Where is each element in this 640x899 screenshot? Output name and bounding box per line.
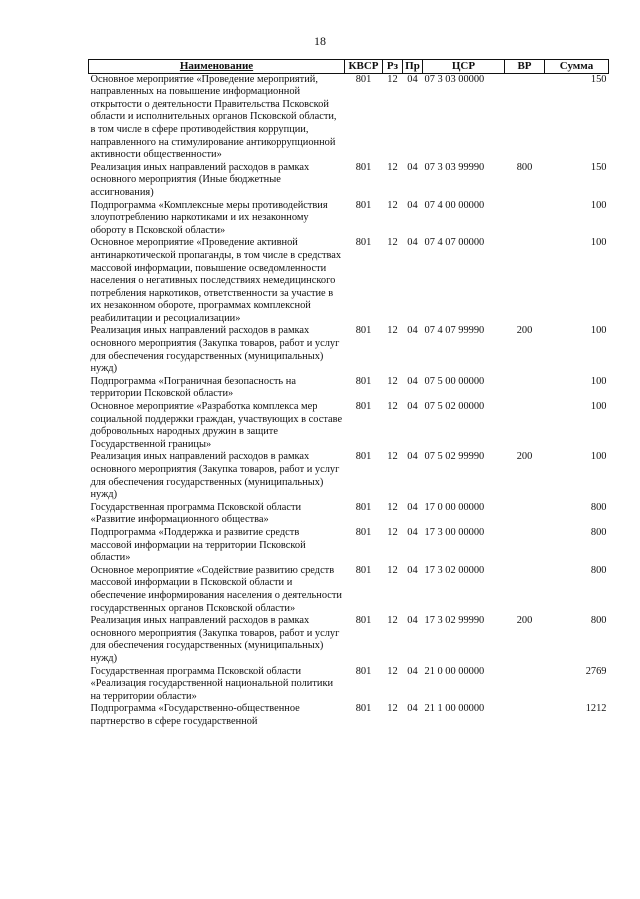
cell-sum: 150 — [590, 161, 607, 173]
cell-name: Основное мероприятие «Проведение мероприятий, направленных на повышение информационной открытости о деятельности Правительства Псковской области и исполнительных органов Псковской области, в том числе в сфере противодействия коррупции, направленного на стимулирование антикоррупционной активности общественности» — [90, 73, 337, 161]
cell-pr: 04 — [407, 401, 418, 413]
cell-csr: 07 5 02 99990 — [424, 451, 485, 463]
cell-vr — [505, 73, 545, 162]
cell-pr: 04 — [407, 161, 418, 173]
cell-kvsr: 801 — [355, 526, 372, 538]
table-header-row — [89, 60, 609, 74]
cell-vr: 200 — [516, 615, 533, 627]
cell-vr — [505, 703, 545, 728]
table-row — [89, 200, 609, 238]
cell-pr: 04 — [407, 615, 418, 627]
cell-name: Реализация иных направлений расходов в рамках основного мероприятия (Иные бюджетные ассигнования) — [90, 161, 310, 198]
cell-kvsr: 801 — [355, 703, 372, 715]
col-header-pr: Пр — [403, 60, 423, 74]
cell-sum: 1212 — [585, 703, 607, 715]
cell-rz: 12 — [387, 375, 398, 387]
cell-csr: 21 0 00 00000 — [424, 665, 485, 677]
cell-kvsr: 801 — [355, 615, 372, 627]
cell-sum: 100 — [590, 199, 607, 211]
cell-kvsr: 801 — [355, 401, 372, 413]
cell-vr: 800 — [516, 161, 533, 173]
cell-rz: 12 — [387, 564, 398, 576]
cell-sum: 2769 — [585, 665, 607, 677]
table-row — [89, 451, 609, 501]
cell-pr: 04 — [407, 526, 418, 538]
cell-name: Подпрограмма «Поддержка и развитие средств массовой информации на территории Псковской области» — [90, 526, 306, 564]
cell-csr: 07 5 02 00000 — [424, 401, 485, 413]
cell-kvsr: 801 — [355, 199, 372, 211]
table-row — [89, 162, 609, 200]
cell-rz: 12 — [387, 237, 398, 249]
cell-pr: 04 — [407, 375, 418, 387]
cell-pr: 04 — [407, 237, 418, 249]
cell-name: Подпрограмма «Пограничная безопасность на территории Псковской области» — [90, 375, 296, 400]
cell-csr: 17 3 02 99990 — [424, 615, 485, 627]
cell-kvsr: 801 — [355, 375, 372, 387]
cell-sum: 800 — [590, 501, 607, 513]
budget-table — [88, 59, 609, 728]
cell-sum: 800 — [590, 526, 607, 538]
table-row — [89, 703, 609, 728]
cell-rz: 12 — [387, 73, 398, 85]
cell-csr: 21 1 00 00000 — [424, 703, 485, 715]
cell-kvsr: 801 — [355, 665, 372, 677]
page-number: 18 — [314, 34, 326, 48]
table-row — [89, 502, 609, 527]
cell-vr: 200 — [516, 451, 533, 463]
cell-rz: 12 — [387, 703, 398, 715]
cell-name: Реализация иных направлений расходов в рамках основного мероприятия (Закупка товаров, работ и услуг для обеспечения государственных (муниципальных) нужд) — [90, 325, 340, 375]
col-header-rz: Рз — [383, 60, 403, 74]
table-row — [89, 565, 609, 615]
cell-name: Подпрограмма «Государственно-общественное партнерство в сфере государственной — [90, 703, 300, 727]
col-header-vr: ВР — [505, 60, 545, 74]
cell-sum: 100 — [590, 237, 607, 249]
cell-vr — [505, 237, 545, 325]
cell-vr — [505, 401, 545, 451]
cell-name: Государственная программа Псковской области «Реализация государственной национальной политики на территории области» — [90, 665, 334, 702]
cell-csr: 07 4 07 00000 — [424, 237, 485, 249]
cell-csr: 17 3 00 00000 — [424, 526, 485, 538]
cell-vr — [505, 502, 545, 527]
cell-kvsr: 801 — [355, 451, 372, 463]
cell-name: Основное мероприятие «Разработка комплекса мер социальной поддержки граждан, участвующих в составе добровольных народных дружин в защите Государственной границы» — [90, 401, 343, 450]
cell-sum: 100 — [590, 401, 607, 413]
cell-csr: 07 3 03 00000 — [424, 73, 485, 85]
table-row — [89, 615, 609, 665]
cell-rz: 12 — [387, 451, 398, 463]
cell-kvsr: 801 — [355, 325, 372, 337]
cell-vr — [505, 565, 545, 615]
cell-vr — [505, 376, 545, 401]
cell-sum: 100 — [590, 375, 607, 387]
cell-pr: 04 — [407, 703, 418, 715]
cell-rz: 12 — [387, 615, 398, 627]
cell-pr: 04 — [407, 325, 418, 337]
cell-rz: 12 — [387, 401, 398, 413]
cell-csr: 07 4 07 99990 — [424, 325, 485, 337]
cell-csr: 07 4 00 00000 — [424, 199, 485, 211]
cell-vr — [505, 200, 545, 238]
cell-kvsr: 801 — [355, 73, 372, 85]
cell-kvsr: 801 — [355, 161, 372, 173]
cell-sum: 800 — [590, 615, 607, 627]
table-body — [89, 73, 609, 728]
cell-pr: 04 — [407, 501, 418, 513]
cell-kvsr: 801 — [355, 501, 372, 513]
cell-name: Основное мероприятие «Проведение активной антинаркотической пропаганды, в том числе в средствах массовой информации, повышение осведомленности населения о негативных последствиях немедицинского потребления наркотиков, ответственности за участие в их незаконном обороте, программах комплексной реабилитации и ресоциализации» — [90, 237, 342, 324]
cell-name: Подпрограмма «Комплексные меры противодействия злоупотреблению наркотиками и их незаконному обороту в Псковской области» — [90, 199, 328, 236]
col-header-kvsr: КВСР — [345, 60, 383, 74]
cell-name: Государственная программа Псковской области «Развитие информационного общества» — [90, 501, 302, 526]
cell-kvsr: 801 — [355, 564, 372, 576]
cell-csr: 07 3 03 99990 — [424, 161, 485, 173]
cell-pr: 04 — [407, 73, 418, 85]
cell-pr: 04 — [407, 564, 418, 576]
cell-sum: 800 — [590, 564, 607, 576]
cell-vr — [505, 666, 545, 704]
cell-rz: 12 — [387, 665, 398, 677]
cell-rz: 12 — [387, 526, 398, 538]
col-header-name: Наименование — [89, 60, 345, 74]
table-row — [89, 73, 609, 162]
table-row — [89, 527, 609, 565]
cell-csr: 17 3 02 00000 — [424, 564, 485, 576]
cell-pr: 04 — [407, 199, 418, 211]
cell-rz: 12 — [387, 501, 398, 513]
cell-pr: 04 — [407, 451, 418, 463]
cell-vr: 200 — [516, 325, 533, 337]
cell-csr: 07 5 00 00000 — [424, 375, 485, 387]
table-row — [89, 401, 609, 451]
cell-pr: 04 — [407, 665, 418, 677]
col-header-sum: Сумма — [545, 60, 609, 74]
table-row — [89, 376, 609, 401]
cell-kvsr: 801 — [355, 237, 372, 249]
col-header-csr: ЦСР — [423, 60, 505, 74]
cell-name: Реализация иных направлений расходов в рамках основного мероприятия (Закупка товаров, работ и услуг для обеспечения государственных (муниципальных) нужд) — [90, 615, 340, 664]
cell-rz: 12 — [387, 325, 398, 337]
cell-csr: 17 0 00 00000 — [424, 501, 485, 513]
table-row — [89, 237, 609, 325]
table-row — [89, 325, 609, 375]
cell-rz: 12 — [387, 161, 398, 173]
cell-sum: 100 — [590, 451, 607, 463]
cell-vr — [505, 527, 545, 565]
cell-sum: 100 — [590, 325, 607, 337]
cell-rz: 12 — [387, 199, 398, 211]
cell-name: Основное мероприятие «Содействие развитию средств массовой информации в Псковской области и обеспечение информирования населения о деятельности государственных органов Псковской области» — [90, 564, 342, 614]
table-row — [89, 666, 609, 704]
cell-name: Реализация иных направлений расходов в рамках основного мероприятия (Закупка товаров, работ и услуг для обеспечения государственных (муниципальных) нужд) — [90, 451, 340, 501]
cell-sum: 150 — [590, 73, 607, 85]
